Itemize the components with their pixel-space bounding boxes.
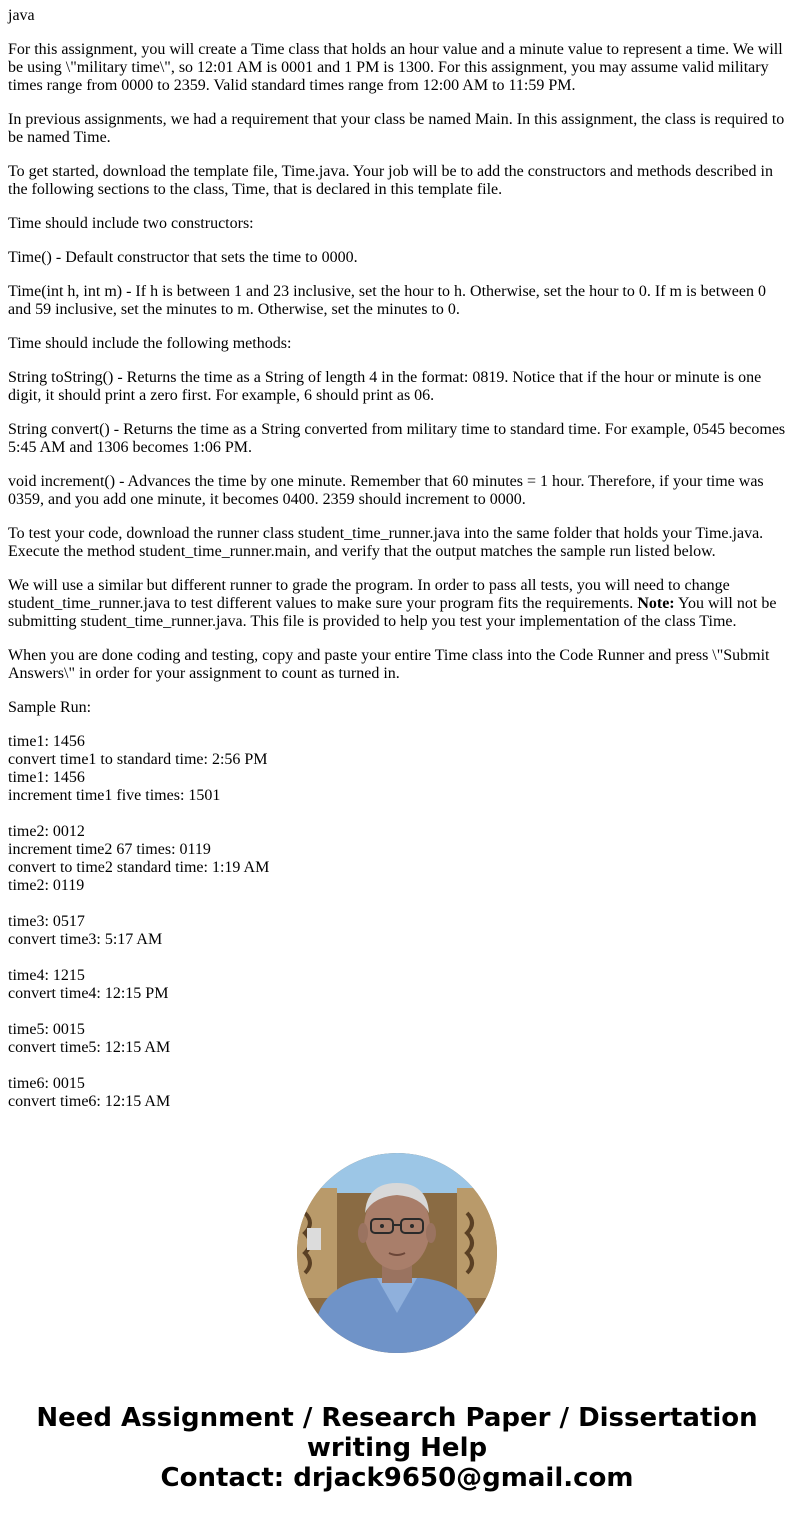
grading-text: We will use a similar but different runner to grade the program. In order to pass all tests, you will need to change student_time_runner.java to test different values to make sure your program fits the requirements. <box>8 577 730 612</box>
sample-run-line: time5: 0015 <box>8 1021 85 1038</box>
get-started-paragraph: To get started, download the template file, Time.java. Your job will be to add the constructors and methods described in the following sections to the class, Time, that is declared in this template file. <box>8 163 773 198</box>
sample-run-line: time1: 1456 <box>8 769 85 786</box>
sample-run-block <box>8 823 786 895</box>
convert-method-description: String convert() - Returns the time as a String converted from military time to standard time. For example, 0545 becomes 5:45 AM and 1306 becomes 1:06 PM. <box>8 421 786 456</box>
sample-run-line: convert time6: 12:15 AM <box>8 1093 171 1110</box>
sample-run-block <box>8 1021 786 1057</box>
promo-line-1: Need Assignment / Research Paper / Dissertation <box>36 1403 758 1433</box>
sample-run-line: convert time3: 5:17 AM <box>8 931 163 948</box>
constructors-intro: Time should include two constructors: <box>8 215 254 232</box>
sample-run-line: time2: 0012 <box>8 823 85 840</box>
document-heading: java <box>8 7 35 24</box>
sample-run-line: convert time4: 12:15 PM <box>8 985 169 1002</box>
sample-run-line: time6: 0015 <box>8 1075 85 1092</box>
tostring-method-description: String toString() - Returns the time as a String of length 4 in the format: 0819. Notice that if the hour or minute is one digit, it should print a zero first. For example, 6 should print as 06. <box>8 369 762 404</box>
assignment-document <box>8 7 786 1129</box>
promo-line-2: writing Help <box>306 1433 488 1463</box>
sample-run-block <box>8 1075 786 1111</box>
note-label: Note: <box>637 595 675 612</box>
increment-method-description: void increment() - Advances the time by one minute. Remember that 60 minutes = 1 hour. Therefore, if your time was 0359, and you add one minute, it becomes 0400. 2359 should increment to 0000. <box>8 473 764 508</box>
sample-run-line: increment time1 five times: 1501 <box>8 787 221 804</box>
promo-contact: Contact: drjack9650@gmail.com <box>160 1463 634 1493</box>
promo-banner <box>0 1403 794 1493</box>
sample-run-line: convert time1 to standard time: 2:56 PM <box>8 751 268 768</box>
sample-run-line: convert to time2 standard time: 1:19 AM <box>8 859 270 876</box>
author-avatar <box>297 1153 497 1353</box>
sample-run-line: time1: 1456 <box>8 733 85 750</box>
sample-run-block <box>8 913 786 949</box>
methods-intro: Time should include the following methods: <box>8 335 292 352</box>
sample-run-output <box>8 733 786 1111</box>
sample-run-line: increment time2 67 times: 0119 <box>8 841 211 858</box>
test-instructions-paragraph: To test your code, download the runner class student_time_runner.java into the same folder that holds your Time.java. Execute the method student_time_runner.main, and verify that the output matches the sample run listed below. <box>8 525 764 560</box>
sample-run-block <box>8 733 786 805</box>
previous-assignments-paragraph: In previous assignments, we had a requirement that your class be named Main. In this assignment, the class is required to be named Time. <box>8 111 785 146</box>
sample-run-line: convert time5: 12:15 AM <box>8 1039 171 1056</box>
grading-paragraph <box>8 577 786 631</box>
sample-run-line: time3: 0517 <box>8 913 85 930</box>
param-constructor-description: Time(int h, int m) - If h is between 1 and 23 inclusive, set the hour to h. Otherwise, set the hour to 0. If m is between 0 and 59 inclusive, set the minutes to m. Otherwise, set the minutes to 0. <box>8 283 766 318</box>
grading-note-text: You will not be submitting student_time_runner.java. This file is provided to help you test your implementation of the class Time. <box>8 595 777 630</box>
sample-run-line: time4: 1215 <box>8 967 85 984</box>
avatar-photo <box>297 1153 497 1353</box>
sample-run-block <box>8 967 786 1003</box>
intro-paragraph: For this assignment, you will create a Time class that holds an hour value and a minute value to represent a time. We will be using \"military time\", so 12:01 AM is 0001 and 1 PM is 1300. For this assignment, you may assume valid military times range from 0000 to 2359. Valid standard times range from 12:00 AM to 11:59 PM. <box>8 41 783 94</box>
submit-paragraph: When you are done coding and testing, copy and paste your entire Time class into the Code Runner and press \"Submit Answers\" in order for your assignment to count as turned in. <box>8 647 770 682</box>
default-constructor-description: Time() - Default constructor that sets the time to 0000. <box>8 249 358 266</box>
sample-run-line: time2: 0119 <box>8 877 85 894</box>
sample-run-label: Sample Run: <box>8 699 92 716</box>
